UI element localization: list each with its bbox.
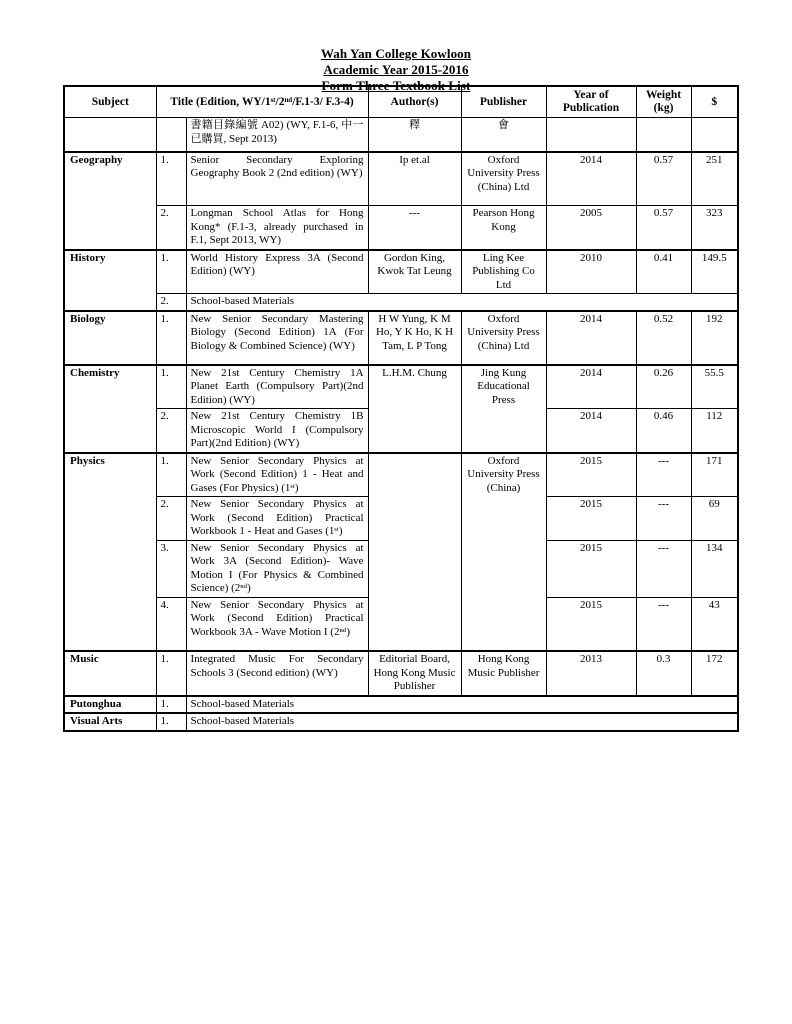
price-cell: 134: [691, 540, 738, 597]
author-cell: Editorial Board, Hong Kong Music Publisher: [368, 651, 461, 696]
list-title: Form Three Textbook List: [321, 78, 471, 93]
school-based-materials-cell: School-based Materials: [186, 713, 738, 731]
header-year: Year of Publication: [546, 86, 636, 118]
school-based-materials-cell: School-based Materials: [186, 294, 738, 311]
price-cell: [691, 118, 738, 152]
row-number: [156, 118, 186, 152]
header-price: $: [691, 86, 738, 118]
row-number: 1.: [156, 713, 186, 731]
publisher-cell: Pearson Hong Kong: [461, 206, 546, 250]
title-cell: New Senior Secondary Physics at Work (Second Edition) Practical Workbook 3A - Wave Motion I (2ⁿᵈ): [186, 597, 368, 651]
row-number: 1.: [156, 651, 186, 696]
weight-cell: 0.26: [636, 365, 691, 409]
year-cell: 2015: [546, 497, 636, 541]
author-cell: Gordon King, Kwok Tat Leung: [368, 250, 461, 294]
table-row: [64, 311, 738, 365]
row-number: 2.: [156, 497, 186, 541]
subject-cell: Music: [64, 651, 156, 696]
title-cell: New Senior Secondary Physics at Work (Second Edition) Practical Workbook 1 - Heat and Gases (1ˢᵗ): [186, 497, 368, 541]
row-number: 2.: [156, 409, 186, 453]
subject-cell: Geography: [64, 152, 156, 250]
title-cell: Senior Secondary Exploring Geography Book 2 (2nd edition) (WY): [186, 152, 368, 206]
price-cell: 55.5: [691, 365, 738, 409]
title-cell: New Senior Secondary Physics at Work (Second Edition) 1 - Heat and Gases (For Physics) (1ˢᵗ): [186, 453, 368, 497]
title-cell: World History Express 3A (Second Edition) (WY): [186, 250, 368, 294]
title-cell: New Senior Secondary Physics at Work 3A (Second Edition)- Wave Motion I (For Physics & Combined Science) (2ⁿᵈ): [186, 540, 368, 597]
author-cell: 釋: [368, 118, 461, 152]
weight-cell: ---: [636, 453, 691, 497]
row-number: 2.: [156, 294, 186, 311]
title-cell: Longman School Atlas for Hong Kong* (F.1-3, already purchased in F.1, Sept 2013, WY): [186, 206, 368, 250]
header-title: Title (Edition, WY/1ˢᵗ/2ⁿᵈ/F.1-3/ F.3-4): [156, 86, 368, 118]
subject-cell: Visual Arts: [64, 713, 156, 731]
price-cell: 323: [691, 206, 738, 250]
table-row: [64, 206, 738, 250]
year-cell: 2005: [546, 206, 636, 250]
year-cell: 2014: [546, 152, 636, 206]
price-cell: 69: [691, 497, 738, 541]
school-based-materials-cell: School-based Materials: [186, 696, 738, 714]
year-cell: 2014: [546, 311, 636, 365]
header-weight: Weight (kg): [636, 86, 691, 118]
subject-cell: [64, 118, 156, 152]
table-row: [64, 365, 738, 409]
price-cell: 172: [691, 651, 738, 696]
price-cell: 171: [691, 453, 738, 497]
table-row: [64, 118, 738, 152]
title-cell: New 21st Century Chemistry 1B Microscopic World I (Compulsory Part)(2nd Edition) (WY): [186, 409, 368, 453]
header-publisher: Publisher: [461, 86, 546, 118]
row-number: 1.: [156, 152, 186, 206]
weight-cell: ---: [636, 597, 691, 651]
row-number: 1.: [156, 311, 186, 365]
price-cell: 251: [691, 152, 738, 206]
year-cell: 2013: [546, 651, 636, 696]
header-authors: Author(s): [368, 86, 461, 118]
author-cell: H W Yung, K M Ho, Y K Ho, K H Tam, L P Tong: [368, 311, 461, 365]
year-cell: 2015: [546, 453, 636, 497]
price-cell: 149.5: [691, 250, 738, 294]
weight-cell: [636, 118, 691, 152]
author-cell: ---: [368, 206, 461, 250]
price-cell: 43: [691, 597, 738, 651]
publisher-cell: Hong Kong Music Publisher: [461, 651, 546, 696]
weight-cell: 0.3: [636, 651, 691, 696]
weight-cell: ---: [636, 497, 691, 541]
header-subject: Subject: [64, 86, 156, 118]
year-cell: 2015: [546, 540, 636, 597]
year-cell: 2014: [546, 409, 636, 453]
table-row: [64, 651, 738, 696]
subject-cell: Physics: [64, 453, 156, 652]
publisher-cell: 會: [461, 118, 546, 152]
price-cell: 112: [691, 409, 738, 453]
author-cell: [368, 453, 461, 652]
weight-cell: 0.52: [636, 311, 691, 365]
subject-cell: Biology: [64, 311, 156, 365]
publisher-cell: Ling Kee Publishing Co Ltd: [461, 250, 546, 294]
publisher-cell: Oxford University Press (China): [461, 453, 546, 652]
year-cell: 2015: [546, 597, 636, 651]
row-number: 1.: [156, 696, 186, 714]
title-cell: 書籍目錄編號 A02) (WY, F.1-6, 中一已購買, Sept 2013): [186, 118, 368, 152]
title-cell: New Senior Secondary Mastering Biology (Second Edition) 1A (For Biology & Combined Science) (WY): [186, 311, 368, 365]
subject-cell: History: [64, 250, 156, 311]
academic-year: Academic Year 2015-2016: [323, 62, 469, 77]
weight-cell: 0.57: [636, 206, 691, 250]
textbook-table: [63, 85, 739, 732]
school-name: Wah Yan College Kowloon: [320, 46, 472, 61]
year-cell: 2014: [546, 365, 636, 409]
subject-cell: Putonghua: [64, 696, 156, 714]
title-cell: New 21st Century Chemistry 1A Planet Earth (Compulsory Part)(2nd Edition) (WY): [186, 365, 368, 409]
weight-cell: 0.41: [636, 250, 691, 294]
table-row: [64, 453, 738, 497]
author-cell: Ip et.al: [368, 152, 461, 206]
table-row: [64, 713, 738, 731]
weight-cell: 0.46: [636, 409, 691, 453]
price-cell: 192: [691, 311, 738, 365]
publisher-cell: Jing Kung Educational Press: [461, 365, 546, 453]
title-cell: Integrated Music For Secondary Schools 3 (Second edition) (WY): [186, 651, 368, 696]
author-cell: L.H.M. Chung: [368, 365, 461, 453]
table-row: [64, 294, 738, 311]
header-row: [64, 86, 738, 118]
row-number: 3.: [156, 540, 186, 597]
subject-cell: Chemistry: [64, 365, 156, 453]
row-number: 1.: [156, 365, 186, 409]
table-row: [64, 696, 738, 714]
row-number: 1.: [156, 453, 186, 497]
table-row: [64, 152, 738, 206]
publisher-cell: Oxford University Press (China) Ltd: [461, 152, 546, 206]
weight-cell: ---: [636, 540, 691, 597]
publisher-cell: Oxford University Press (China) Ltd: [461, 311, 546, 365]
row-number: 1.: [156, 250, 186, 294]
row-number: 4.: [156, 597, 186, 651]
year-cell: [546, 118, 636, 152]
table-row: [64, 250, 738, 294]
weight-cell: 0.57: [636, 152, 691, 206]
year-cell: 2010: [546, 250, 636, 294]
row-number: 2.: [156, 206, 186, 250]
